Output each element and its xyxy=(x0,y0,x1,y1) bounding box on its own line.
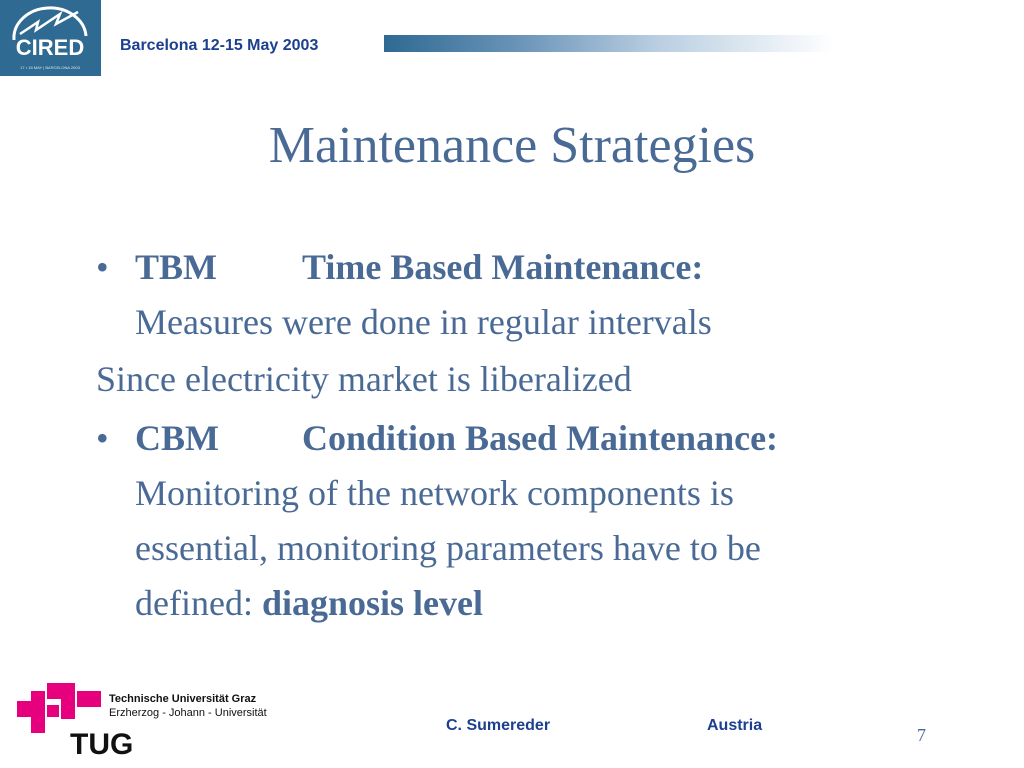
bullet-description-line: Monitoring of the network components is xyxy=(135,473,734,513)
bullet-heading xyxy=(135,240,976,295)
bullet-description: Measures were done in regular intervals xyxy=(135,302,712,342)
cired-logo xyxy=(0,0,101,76)
bullet-icon: • xyxy=(96,247,109,287)
bullet-description-line xyxy=(135,576,976,631)
plain-line: Since electricity market is liberalized xyxy=(96,359,632,399)
conference-label: Barcelona 12-15 May 2003 xyxy=(120,37,319,54)
slide-body xyxy=(96,240,976,631)
university-name-sub: Erzherzog - Johann - Universität xyxy=(109,707,267,719)
description-emphasis: diagnosis level xyxy=(261,583,483,623)
page-number: 7 xyxy=(917,725,926,745)
description-prefix: defined: xyxy=(135,583,262,623)
bullet-heading xyxy=(135,411,976,466)
tug-acronym: TUG xyxy=(70,728,134,761)
term: Time Based Maintenance: xyxy=(302,247,704,287)
cired-logo-subtext: 17 • 15 MAY | BARCELONA 2003 xyxy=(20,65,80,70)
header-gradient-bar xyxy=(384,35,834,52)
footer-author: C. Sumereder xyxy=(446,717,551,734)
university-name xyxy=(109,692,267,720)
bullet-item-tbm xyxy=(96,240,976,350)
university-name-main: Technische Universität Graz xyxy=(109,693,257,705)
term: Condition Based Maintenance: xyxy=(302,418,779,458)
bullet-item-cbm xyxy=(96,411,976,631)
cired-logo-text: CIRED xyxy=(15,35,85,60)
footer-country: Austria xyxy=(707,717,763,734)
bullet-description-line: essential, monitoring parameters have to be xyxy=(135,528,761,568)
bullet-icon: • xyxy=(96,418,109,458)
abbreviation: TBM xyxy=(135,247,218,287)
abbreviation: CBM xyxy=(135,418,219,458)
slide-title: Maintenance Strategies xyxy=(268,117,756,174)
